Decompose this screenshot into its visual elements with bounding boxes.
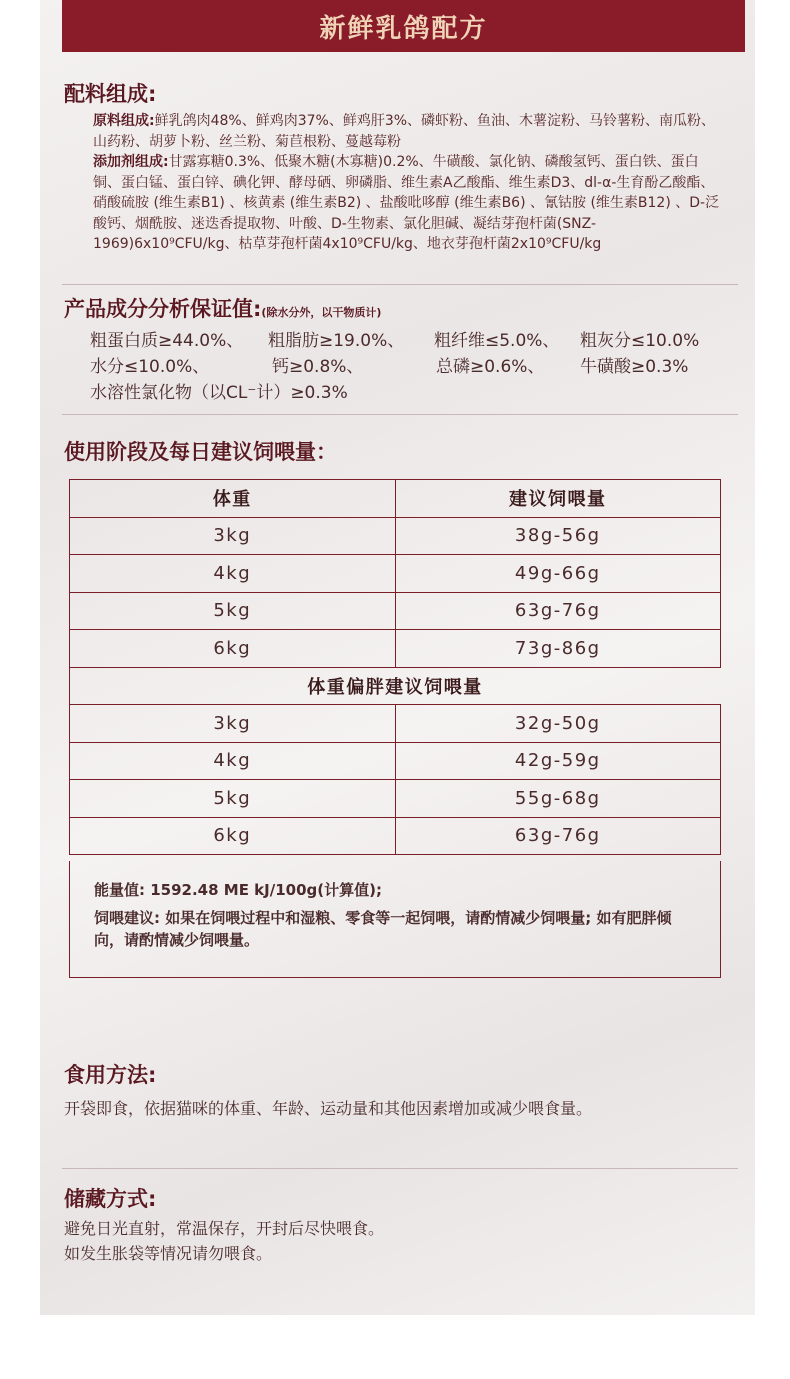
table-row — [70, 705, 721, 743]
table-row — [70, 555, 721, 593]
raw-ingredients-label: 原料组成: — [93, 113, 155, 129]
page-title: 新鲜乳鸽配方 — [319, 13, 488, 44]
usage-title: 食用方法: — [64, 1063, 157, 1087]
analysis-value: 总磷≥0.6%、 — [436, 357, 545, 377]
analysis-value: 牛磺酸≥0.3% — [580, 357, 689, 377]
table-row — [70, 817, 721, 855]
amount-cell: 63g-76g — [395, 817, 721, 855]
analysis-value: 粗灰分≤10.0% — [580, 331, 700, 351]
overweight-header: 体重偏胖建议饲喂量 — [70, 667, 721, 705]
amount-cell: 38g-56g — [395, 517, 721, 555]
analysis-subtitle: (除水分外，以干物质计) — [261, 306, 382, 319]
usage-text: 开袋即食，依据猫咪的体重、年龄、运动量和其他因素增加或减少喂食量。 — [64, 1099, 593, 1118]
raw-ingredients — [93, 111, 723, 152]
amount-cell: 73g-86g — [395, 630, 721, 668]
analysis-value: 钙≥0.8%、 — [272, 357, 364, 377]
weight-cell: 3kg — [70, 517, 396, 555]
table-row — [70, 742, 721, 780]
analysis-title-text: 产品成分分析保证值: — [64, 297, 262, 321]
feeding-table — [69, 479, 721, 855]
storage-line-2: 如发生胀袋等情况请勿喂食。 — [64, 1244, 273, 1263]
storage-title: 储藏方式: — [64, 1187, 157, 1211]
feeding-advice: 饲喂建议: 如果在饲喂过程中和湿粮、零食等一起饲喂，请酌情减少饲喂量; 如有肥胖倾向，请酌情减少饲喂量。 — [94, 909, 672, 949]
analysis-value: 粗纤维≤5.0%、 — [434, 331, 560, 351]
divider-1 — [62, 284, 738, 285]
analysis-title — [64, 293, 381, 323]
divider-3 — [62, 1168, 738, 1169]
amount-cell: 49g-66g — [395, 555, 721, 593]
additive-ingredients-label: 添加剂组成: — [93, 154, 169, 170]
column-header-amount: 建议饲喂量 — [395, 480, 721, 518]
table-row — [70, 517, 721, 555]
column-header-weight: 体重 — [70, 480, 396, 518]
header-banner — [62, 0, 745, 52]
weight-cell: 3kg — [70, 705, 396, 743]
amount-cell: 42g-59g — [395, 742, 721, 780]
analysis-value: 粗脂肪≥19.0%、 — [268, 331, 405, 351]
analysis-values — [90, 328, 730, 406]
feeding-title: 使用阶段及每日建议饲喂量： — [64, 440, 337, 464]
overweight-header-row — [70, 667, 721, 705]
analysis-value: 粗蛋白质≥44.0%、 — [90, 331, 244, 351]
table-row — [70, 780, 721, 818]
weight-cell: 5kg — [70, 592, 396, 630]
additive-ingredients-text: 甘露寡糖0.3%、低聚木糖(木寡糖)0.2%、牛磺酸、氯化钠、磷酸氢钙、蛋白铁、蛋白铜、蛋白锰、蛋白锌、碘化钾、酵母硒、卵磷脂、维生素A乙酸酯、维生素D3、dl-α-生育酚乙酸酯、硝酸硫胺 (维生素B1) 、核黄素 (维生素B2) 、盐酸吡哆醇 (维生素B6) 、氰钴胺 (维生素B12) 、D-泛酸钙、烟酰胺、迷迭香提取物、叶酸、D-生物素、氯化胆碱、凝结芽孢杆菌(SNZ-1969)6x10⁹CFU/kg、枯草芽孢杆菌4x10⁹CFU/kg、地衣芽孢杆菌2x10⁹CFU/kg — [93, 154, 720, 252]
analysis-value: 水分≤10.0%、 — [90, 357, 210, 377]
ingredients-title: 配料组成: — [64, 82, 157, 106]
weight-cell: 4kg — [70, 555, 396, 593]
feeding-notes — [69, 861, 721, 978]
table-row — [70, 630, 721, 668]
analysis-row-2 — [90, 354, 730, 380]
weight-cell: 6kg — [70, 630, 396, 668]
storage-line-1: 避免日光直射，常温保存，开封后尽快喂食。 — [64, 1219, 385, 1238]
table-header-row — [70, 480, 721, 518]
weight-cell: 4kg — [70, 742, 396, 780]
amount-cell: 32g-50g — [395, 705, 721, 743]
analysis-row-3 — [90, 380, 730, 406]
divider-2 — [62, 414, 738, 415]
analysis-row-1 — [90, 328, 730, 354]
energy-value: 能量值: 1592.48 ME kJ/100g(计算值); — [94, 881, 382, 899]
raw-ingredients-text: 鲜乳鸽肉48%、鲜鸡肉37%、鲜鸡肝3%、磷虾粉、鱼油、木薯淀粉、马铃薯粉、南瓜粉、山药粉、胡萝卜粉、丝兰粉、菊苣根粉、蔓越莓粉 — [93, 113, 716, 150]
weight-cell: 6kg — [70, 817, 396, 855]
table-row — [70, 592, 721, 630]
weight-cell: 5kg — [70, 780, 396, 818]
analysis-value: 水溶性氯化物（以CL⁻计）≥0.3% — [90, 383, 348, 403]
amount-cell: 55g-68g — [395, 780, 721, 818]
additive-ingredients — [93, 152, 723, 255]
amount-cell: 63g-76g — [395, 592, 721, 630]
